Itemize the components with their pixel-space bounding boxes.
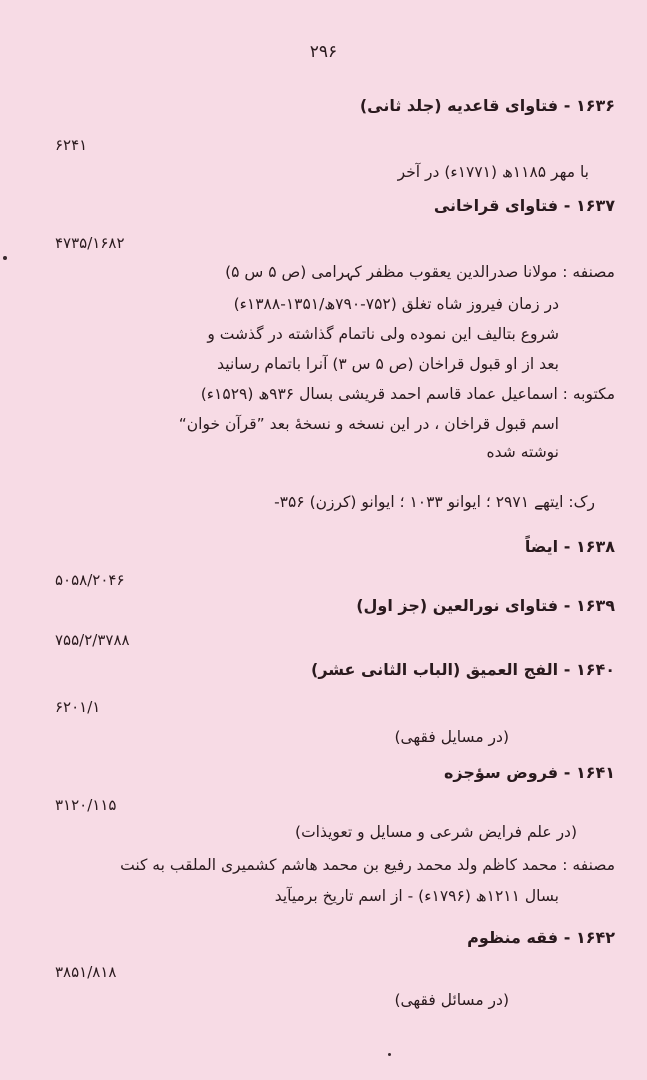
entry-1637-ref: ۴۷۳۵/۱۶۸۲ (55, 234, 125, 252)
entry-1640-note: (در مسایل فقهی) (394, 728, 509, 746)
margin-dot (3, 256, 7, 260)
entry-1637-line: بعد از او قبول قراخان (ص ۵ س ۳) آنرا باتمام رسانید (217, 355, 559, 373)
entry-1637-scribe: مکتوبه : اسماعیل عماد قاسم احمد قریشی بسال ۹۳۶ھ (۱۵۲۹ء) (200, 385, 615, 403)
entry-1641-line: بسال ۱۲۱۱ھ (۱۷۹۶ء) - از اسم تاریخ برمیآید (274, 887, 559, 905)
entry-1641-ref: ۳۱۲۰/۱۱۵ (55, 796, 117, 814)
entry-1637-author: مصنفه : مولانا صدرالدین یعقوب مظفر کہرامی (ص ۵ س ۵) (225, 263, 615, 281)
entry-1640-title: ۱۶۴۰ - الفج العمیق (الباب الثانی عشر) (311, 660, 615, 679)
entry-1642-title: ۱۶۴۲ - فقه منظوم (467, 928, 615, 947)
entry-1637-refs: رک: ایتھے ۲۹۷۱ ؛ ایوانو ۱۰۳۳ ؛ ایوانو (کرزن) ۳۵۶- (274, 493, 595, 511)
entry-1636-note: با مهر ۱۱۸۵ھ (۱۷۷۱ء) در آخر (397, 163, 589, 181)
entry-1639-ref: ۷۵۵/۲/۳۷۸۸ (55, 631, 130, 649)
entry-1639-title: ۱۶۳۹ - فتاوای نورالعین (جز اول) (356, 596, 615, 615)
page-dot (388, 1053, 391, 1056)
entry-1637-line: در زمان فیروز شاه تغلق (۷۵۲-۷۹۰ھ/۱۳۵۱-۱۳۸۸ء) (233, 295, 559, 313)
entry-1642-ref: ۳۸۵۱/۸۱۸ (55, 963, 117, 981)
entry-1637-title: ۱۶۳۷ - فتاوای قراخانی (433, 196, 615, 215)
page-number: ۲۹۶ (309, 42, 338, 62)
entry-1641-title: ۱۶۴۱ - فروض سؤجزه (443, 763, 615, 782)
entry-1642-note: (در مسائل فقهی) (394, 991, 509, 1009)
entry-1641-author: مصنفه : محمد کاظم ولد محمد رفیع بن محمد هاشم کشمیری الملقب به کنت (120, 856, 615, 874)
entry-1638-ref: ۵۰۵۸/۲۰۴۶ (55, 571, 125, 589)
entry-1637-line: اسم قبول قراخان ، در این نسخه و نسخهٔ بعد ”قرآن خوان“ (178, 415, 559, 433)
entry-1638-title: ۱۶۳۸ - ایضاً (524, 537, 615, 556)
entry-1640-ref: ۶۲۰۱/۱ (55, 698, 101, 716)
entry-1637-line: شروع بتالیف این نموده ولی ناتمام گذاشته در گذشت و (207, 325, 559, 343)
entry-1641-note: (در علم فرایض شرعی و مسایل و تعویذات) (295, 823, 577, 841)
entry-1636-title: ۱۶۳۶ - فتاوای قاعدیه (جلد ثانی) (359, 96, 615, 115)
entry-1637-line: نوشته شده (486, 443, 559, 461)
entry-1636-ref: ۶۲۴۱ (55, 136, 88, 154)
